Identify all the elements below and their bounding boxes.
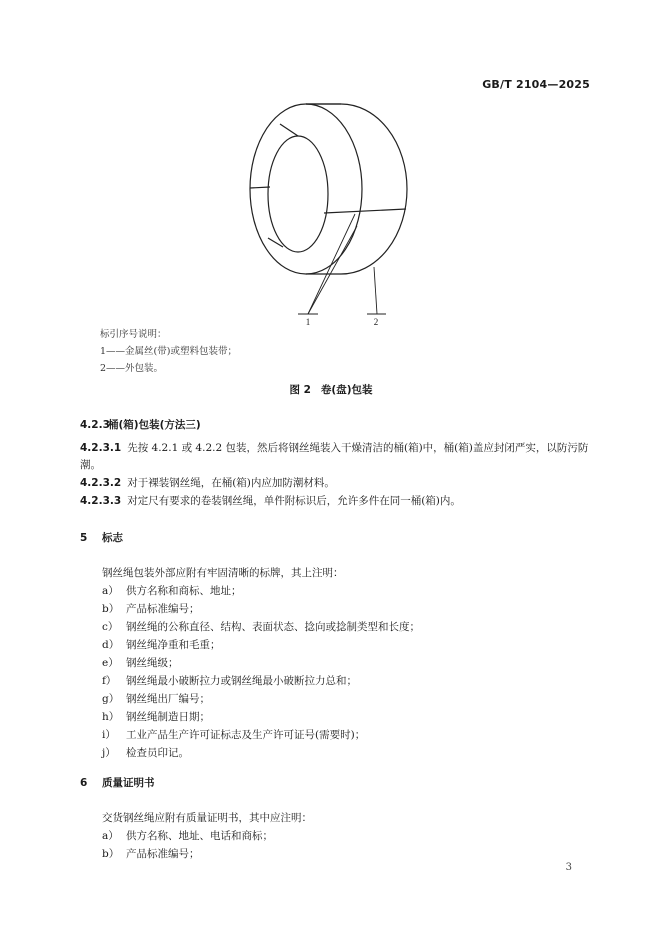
list-item [102,601,200,616]
list-item-label: j） [102,747,116,759]
section-number: 6 [80,777,88,789]
clause [80,493,600,510]
list-item [102,619,420,634]
list-item-text: 钢丝绳净重和毛重； [126,639,221,651]
callout-1: 1 [305,317,311,327]
list-item-label: g） [102,693,120,705]
leader-line-2 [374,267,377,314]
clause-number: 4.2.3.1 [80,442,122,454]
list-item [102,709,210,724]
list-item-text: 钢丝绳级； [126,657,179,669]
figure-caption-number: 图 2 [289,384,311,396]
list-item-text: 钢丝绳最小破断拉力或钢丝绳最小破断拉力总和； [126,675,357,687]
list-item [102,655,179,670]
clause-text: 先按 4.2.1 或 4.2.2 包装，然后将钢丝绳装入干燥清洁的桶(箱)中，桶(箱)盖应封闭严实，以防污防潮。 [80,442,589,471]
list-item-text: 钢丝绳出厂编号； [126,693,210,705]
clause-number: 4.2.3.2 [80,477,122,489]
section-heading [80,530,123,545]
list-item-label: h） [102,711,120,723]
section-heading [80,775,155,790]
outer-ellipse-back [306,104,407,274]
list-item [102,846,200,861]
list-item [102,727,365,742]
list-item-label: i） [102,729,116,741]
inner-bore-ellipse [268,136,328,252]
list-item-text: 产品标准编号； [126,603,200,615]
figure-legend-title: 标引序号说明： [100,329,167,340]
figure-caption-title: 卷(盘)包装 [320,384,373,396]
list-item-label: f） [102,675,117,687]
list-item-text: 产品标准编号； [126,848,200,860]
list-item-label: d） [102,639,120,651]
leader-line-1a [308,214,355,314]
section-title: 标志 [102,532,123,544]
list-item-text: 检查员印记。 [126,747,189,759]
clause-number: 4.2.3.3 [80,495,122,507]
coil-packing-figure [240,95,410,330]
section-heading [80,417,201,432]
section-intro: 交货钢丝绳应附有质量证明书，其中应注明： [102,812,312,824]
list-item [102,691,210,706]
figure-legend-item: 2——外包装。 [100,363,164,374]
figure-legend-item: 1——金属丝(带)或塑料包装带； [100,346,237,357]
standard-code: GB/T 2104—2025 [482,78,590,91]
list-item-label: a） [102,830,119,842]
page-number: 3 [565,862,572,873]
section-title: 桶(箱)包装(方法三) [108,419,201,431]
list-item-label: e） [102,657,119,669]
list-item-text: 工业产品生产许可证标志及生产许可证号(需要时)； [126,729,366,741]
list-item-label: c） [102,621,119,633]
list-item [102,673,357,688]
outer-ellipse-front [250,104,362,274]
clause-text: 对定尺有要求的卷装钢丝绳，单件附标识后，允许多件在同一桶(箱)内。 [127,495,461,507]
list-item-text: 钢丝绳制造日期； [126,711,210,723]
section-title: 质量证明书 [102,777,155,789]
leader-line-1b [308,226,357,314]
list-item-text: 钢丝绳的公称直径、结构、表面状态、捻向或捻制类型和长度； [126,621,420,633]
strap-line-right [324,209,406,213]
clause [80,440,600,474]
list-item [102,637,221,652]
figure-caption [0,382,662,397]
clause [80,475,600,492]
list-item-label: b） [102,848,120,860]
strap-line-left [250,187,270,188]
section-number: 5 [80,532,88,544]
clause-text: 对于裸装钢丝绳，在桶(箱)内应加防潮材料。 [127,477,335,489]
callout-2: 2 [373,317,379,327]
list-item-label: a） [102,585,119,597]
list-item-text: 供方名称和商标、地址； [126,585,242,597]
list-item [102,828,273,843]
list-item-text: 供方名称、地址、电话和商标； [126,830,273,842]
list-item-label: b） [102,603,120,615]
strap-line-top [280,124,298,136]
section-intro: 钢丝绳包装外部应附有牢固清晰的标牌，其上注明： [102,567,344,579]
list-item [102,745,189,760]
list-item [102,583,242,598]
section-number: 4.2.3 [80,419,110,431]
